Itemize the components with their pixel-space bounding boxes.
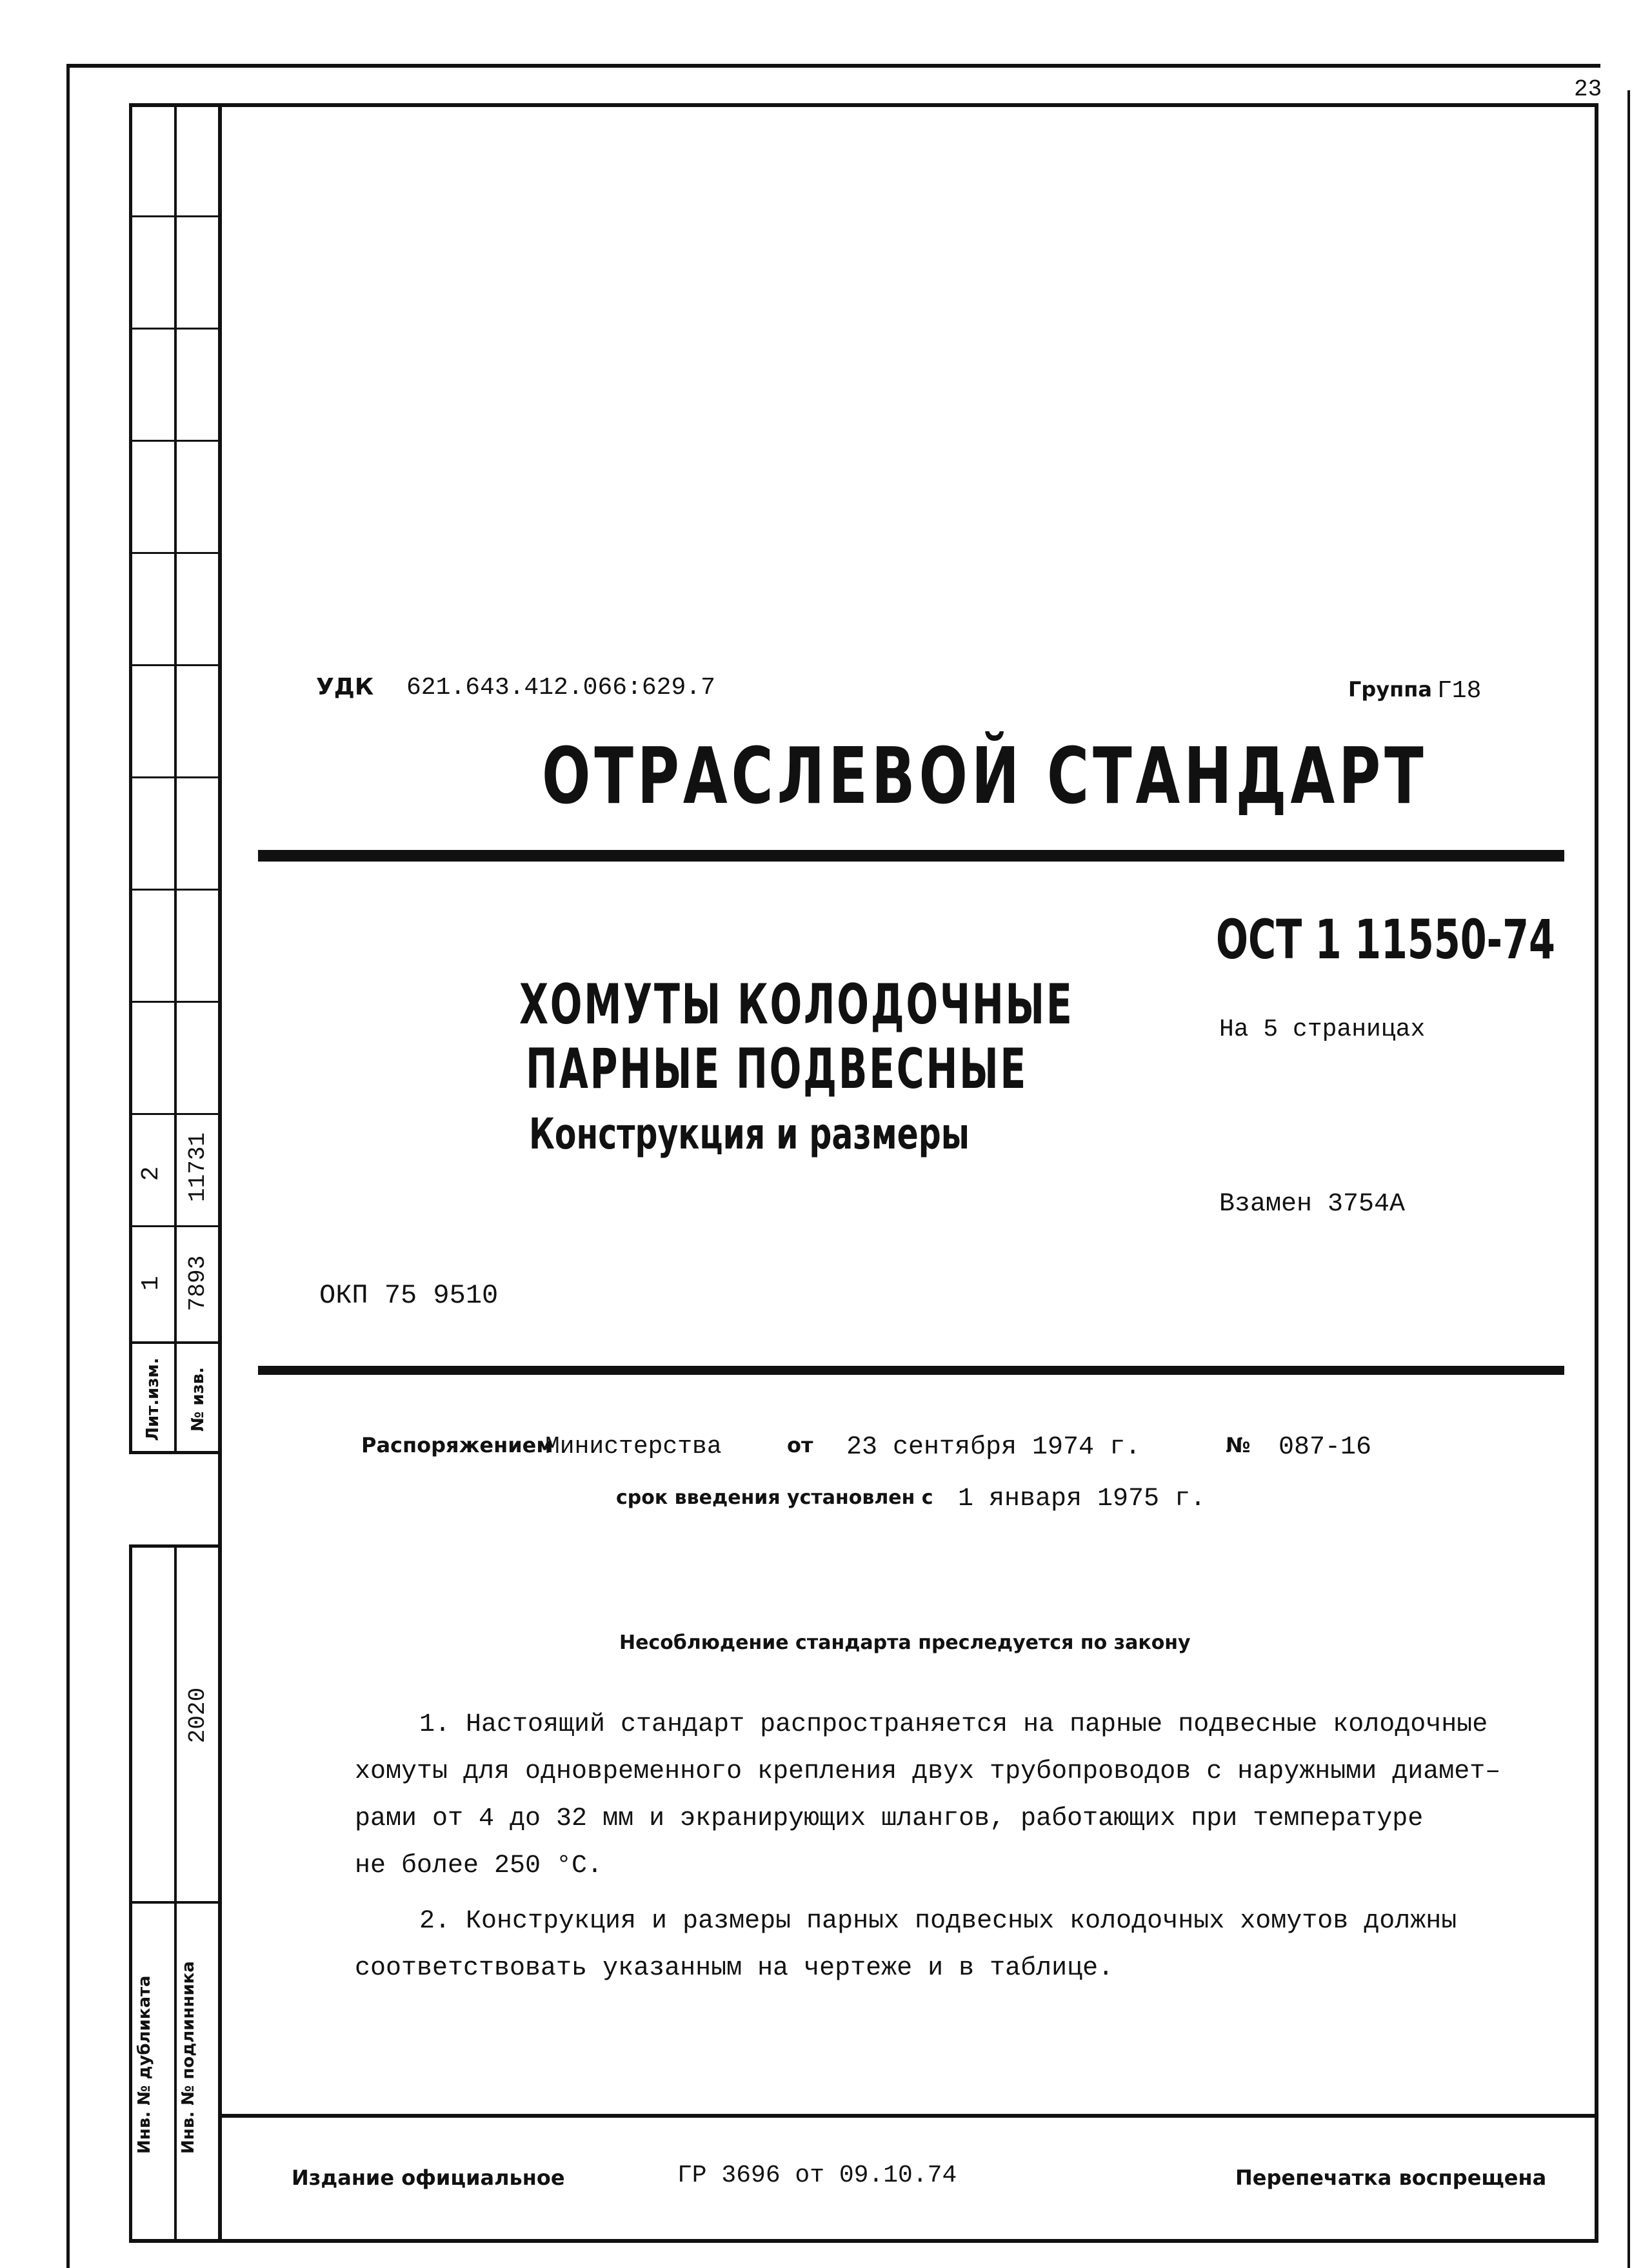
inner-frame-left [218, 103, 222, 2243]
order-by: Министерства [545, 1433, 722, 1461]
side-col-mid [174, 103, 177, 1454]
order-date: 23 сентября 1974 г. [846, 1433, 1141, 1462]
inv-row-sep [129, 1901, 222, 1904]
inv-orig-value: 2020 [184, 1687, 211, 1744]
page-number: 23 [1574, 76, 1602, 103]
effective-label: срок введения установлен с [616, 1486, 933, 1509]
side-col-left [129, 103, 132, 1454]
side-row-sep [129, 1225, 222, 1227]
footer-separator [218, 2114, 1598, 2118]
outer-frame-top [66, 64, 1600, 68]
order-label: Распоряжением [361, 1433, 553, 1457]
side-izv1: 7893 [184, 1255, 211, 1312]
order-from-label: от [787, 1433, 813, 1457]
heading-rule [258, 850, 1564, 862]
side-row-sep [129, 440, 222, 442]
outer-frame-right [1627, 90, 1630, 2268]
replaces: Взамен 3754А [1219, 1190, 1406, 1219]
effective-date: 1 января 1975 г. [958, 1484, 1206, 1514]
group-label: Группа [1348, 677, 1432, 702]
outer-frame-left [66, 64, 70, 2268]
inner-frame-bottom [129, 2239, 1598, 2243]
title-subtitle: Конструкция и размеры [529, 1109, 970, 1159]
pages-info: На 5 страницах [1219, 1016, 1426, 1043]
paragraph-1-line-3: рами от 4 до 32 мм и экранирующих шлангов, работающих при температуре [355, 1804, 1424, 1833]
paragraph-1-line-2: хомуты для одновременного крепления двух трубопроводов с наружными диамет– [355, 1757, 1501, 1786]
side-lit-izm-label: Лит.изм. [143, 1357, 163, 1441]
order-number: 087-16 [1279, 1433, 1372, 1462]
side-col2-number: 2 [137, 1166, 165, 1181]
side-row-sep [129, 664, 222, 666]
paragraph-2-line-1: 2. Конструкция и размеры парных подвесных колодочных хомутов должны [419, 1907, 1457, 1936]
side-row-sep [129, 215, 222, 217]
side-row-sep [129, 1341, 222, 1344]
paragraph-1-line-1: 1. Настоящий стандарт распространяется на парные подвесные колодочные [419, 1710, 1488, 1739]
udk-value: 621.643.412.066:629.7 [406, 674, 715, 702]
order-no-label: № [1226, 1433, 1251, 1457]
side-row-sep [129, 889, 222, 891]
document-heading: ОТРАСЛЕВОЙ СТАНДАРТ [542, 732, 1428, 822]
standard-designation: ОСТ 1 11550-74 [1216, 908, 1555, 971]
footer-reprint: Перепечатка воспрещена [1235, 2165, 1547, 2190]
okp-rule [258, 1366, 1564, 1375]
inv-dub-label: Инв. № дубликата [135, 1975, 154, 2154]
paragraph-1-line-4: не более 250 °С. [355, 1851, 603, 1880]
udk-label: УДК [316, 674, 374, 700]
side-row-sep [129, 1113, 222, 1115]
title-line-2: ПАРНЫЕ ПОДВЕСНЫЕ [526, 1037, 1028, 1101]
side-row-sep [129, 776, 222, 778]
paragraph-2-line-2: соответствовать указанным на чертеже и в таблице. [355, 1954, 1114, 1983]
side-row-sep [129, 328, 222, 330]
inner-frame-right [1595, 103, 1598, 2243]
side-no-izv-label: № изв. [188, 1367, 208, 1432]
side-row-sep [129, 1001, 222, 1003]
group-value: Г18 [1437, 677, 1482, 705]
inner-frame-top [129, 103, 1598, 107]
inv-orig-label: Инв. № подлинника [179, 1961, 198, 2154]
side-row-sep [129, 552, 222, 554]
footer-edition: Издание официальное [292, 2165, 565, 2190]
side-col-bottom [129, 1451, 222, 1454]
okp-code: ОКП 75 9510 [319, 1280, 499, 1311]
side-col1-number: 1 [137, 1276, 165, 1291]
side-izv2: 11731 [184, 1132, 211, 1203]
footer-gr: ГР 3696 от 09.10.74 [677, 2162, 957, 2189]
title-line-1: ХОМУТЫ КОЛОДОЧНЫЕ [519, 972, 1074, 1037]
legal-warning: Несоблюдение стандарта преследуется по закону [619, 1632, 1191, 1654]
